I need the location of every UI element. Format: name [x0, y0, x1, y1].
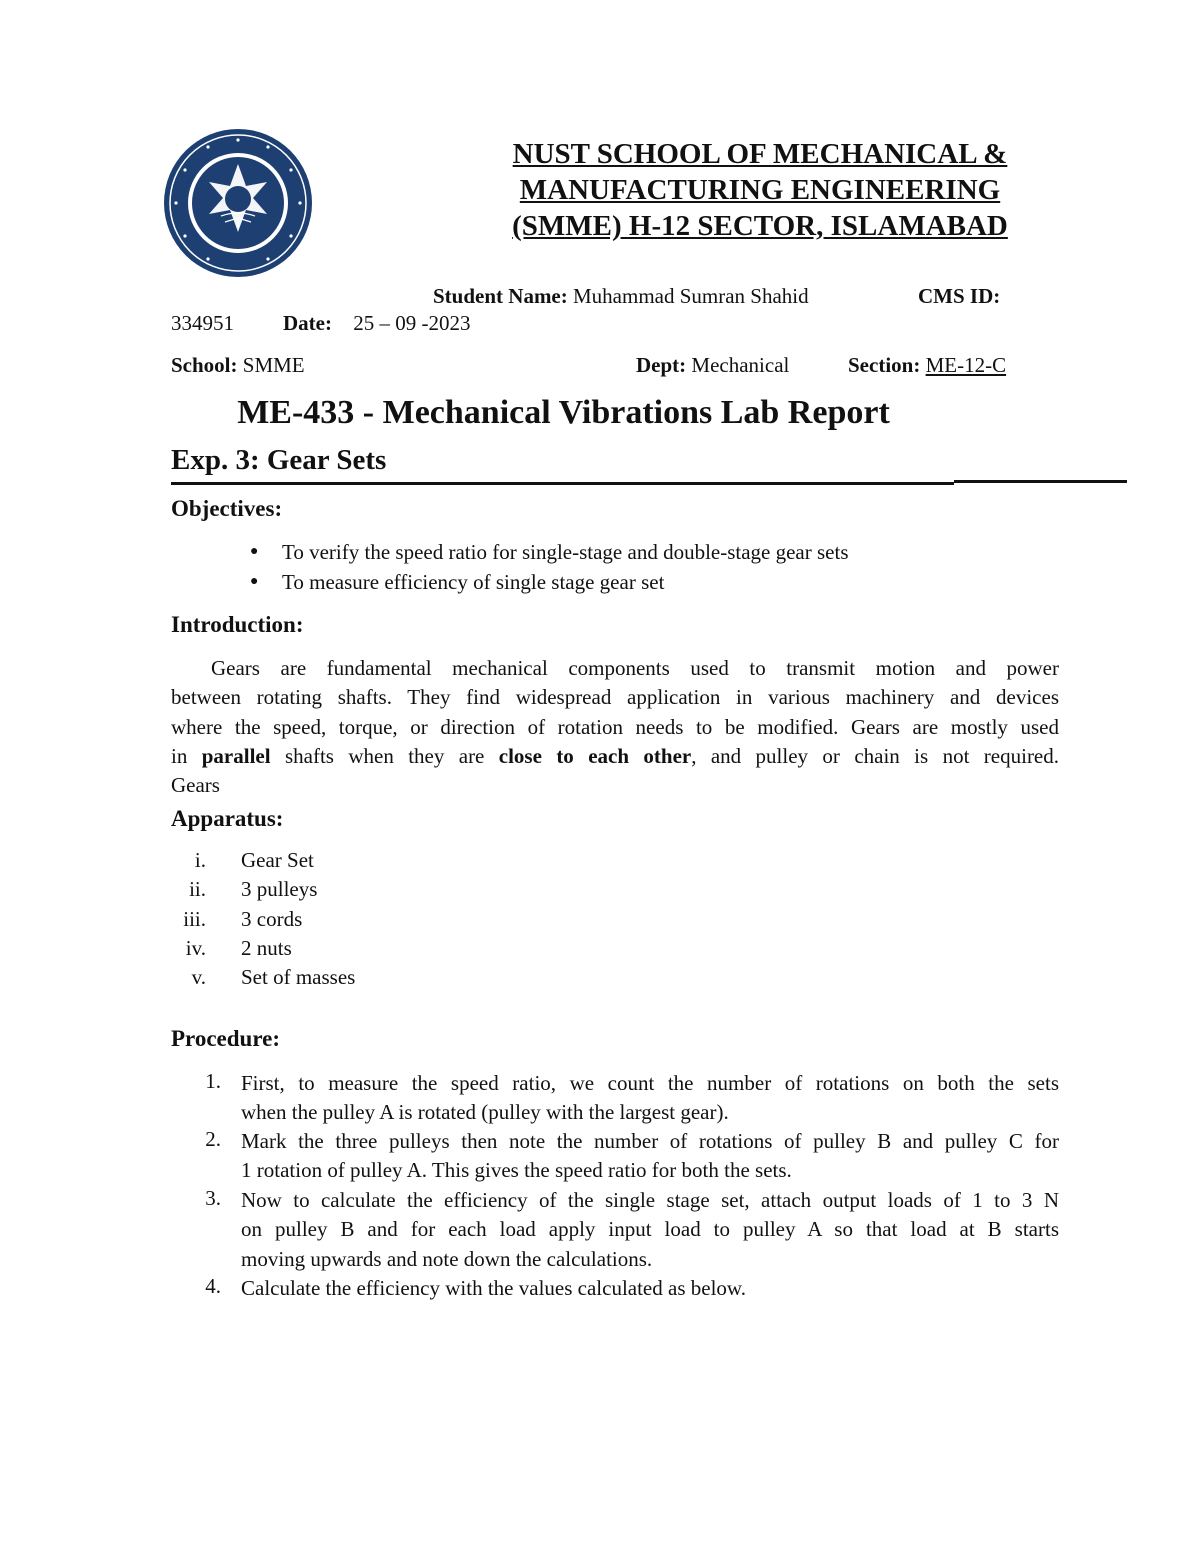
institution-line-1: NUST SCHOOL OF MECHANICAL &	[512, 138, 1008, 170]
bullet-icon: ●	[250, 574, 259, 589]
intro-text: , and pulley or chain is not required.	[691, 743, 1060, 768]
intro-text: shafts when they are	[284, 743, 485, 768]
university-seal-icon	[163, 128, 313, 278]
procedure-step	[241, 1274, 1059, 1303]
procedure-line: Mark the three pulleys then note the number of rotations of pulley B and pulley C for	[241, 1129, 1059, 1153]
cms-id-field	[918, 284, 1000, 309]
intro-bold: close to each other	[498, 743, 692, 768]
cms-id-label: CMS ID:	[918, 284, 1001, 308]
procedure-step	[241, 1127, 1059, 1186]
cms-id-value: 334951	[171, 311, 234, 335]
objective-item: To measure efficiency of single stage gear set	[282, 570, 665, 594]
procedure-number: 2.	[205, 1127, 221, 1151]
procedure-line: on pulley B and for each load apply input load to pulley A so that load at B starts	[241, 1217, 1059, 1242]
heading-rule	[171, 482, 954, 485]
school-field	[171, 353, 305, 378]
intro-text: in	[171, 743, 188, 768]
intro-line: where the speed, torque, or direction of rotation needs to be modified. Gears are mostly used	[171, 714, 1059, 739]
procedure-number: 4.	[205, 1274, 221, 1298]
apparatus-number: iii.	[183, 907, 206, 931]
dept-label: Dept:	[636, 353, 687, 377]
apparatus-number: iv.	[185, 936, 206, 960]
experiment-title: Exp. 3: Gear Sets	[171, 444, 387, 476]
report-title: ME-433 - Mechanical Vibrations Lab Report	[237, 394, 890, 431]
bullet-icon: ●	[250, 544, 259, 559]
intro-line: between rotating shafts. They find widespread application in various machinery and devices	[171, 685, 1059, 710]
apparatus-item: 3 pulleys	[241, 877, 318, 901]
school-label: School:	[171, 353, 238, 377]
intro-line	[171, 742, 1059, 771]
dept-value: Mechanical	[691, 353, 790, 377]
procedure-step	[241, 1186, 1059, 1274]
institution-heading	[420, 136, 1100, 244]
section-label: Section:	[848, 353, 921, 377]
date-field	[283, 311, 470, 336]
procedure-line: First, to measure the speed ratio, we count the number of rotations on both the sets	[241, 1071, 1059, 1095]
procedure-step	[241, 1069, 1059, 1128]
student-name-label: Student Name:	[433, 284, 568, 308]
school-value: SMME	[242, 353, 305, 377]
section-value: ME-12-C	[925, 353, 1007, 377]
date-value: 25 – 09 -2023	[353, 311, 471, 335]
apparatus-item: Set of masses	[241, 965, 356, 989]
objectives-heading: Objectives:	[171, 496, 283, 521]
procedure-number: 1.	[205, 1069, 221, 1093]
apparatus-number: ii.	[189, 877, 206, 901]
procedure-line: Now to calculate the efficiency of the single stage set, attach output loads of 1 to 3 N	[241, 1188, 1059, 1212]
apparatus-item: Gear Set	[241, 848, 314, 872]
apparatus-number: i.	[194, 848, 206, 872]
institution-line-2: MANUFACTURING ENGINEERING	[519, 174, 1001, 206]
apparatus-heading: Apparatus:	[171, 806, 284, 831]
date-label: Date:	[283, 311, 332, 335]
introduction-heading: Introduction:	[171, 612, 304, 637]
procedure-line: Calculate the efficiency with the values calculated as below.	[241, 1276, 746, 1300]
intro-bold: parallel	[201, 743, 271, 768]
apparatus-item: 3 cords	[241, 907, 303, 931]
objective-item: To verify the speed ratio for single-stage and double-stage gear sets	[282, 540, 849, 564]
procedure-line: when the pulley A is rotated (pulley with the largest gear).	[241, 1100, 729, 1125]
student-name-field	[433, 284, 809, 309]
procedure-number: 3.	[205, 1186, 221, 1210]
section-field	[848, 353, 1006, 378]
procedure-line: moving upwards and note down the calculations.	[241, 1246, 653, 1271]
procedure-heading: Procedure:	[171, 1026, 281, 1051]
student-name-value: Muhammad Sumran Shahid	[573, 284, 809, 308]
dept-field	[636, 353, 789, 378]
heading-rule-end	[954, 480, 1127, 483]
procedure-line: 1 rotation of pulley A. This gives the speed ratio for both the sets.	[241, 1158, 792, 1183]
apparatus-number: v.	[191, 965, 206, 989]
apparatus-item: 2 nuts	[241, 936, 292, 960]
intro-line: Gears	[171, 773, 220, 798]
institution-line-3: (SMME) H-12 SECTOR, ISLAMABAD	[512, 210, 1008, 242]
intro-line: Gears are fundamental mechanical components used to transmit motion and power	[211, 656, 1059, 680]
introduction-paragraph	[171, 654, 1059, 800]
